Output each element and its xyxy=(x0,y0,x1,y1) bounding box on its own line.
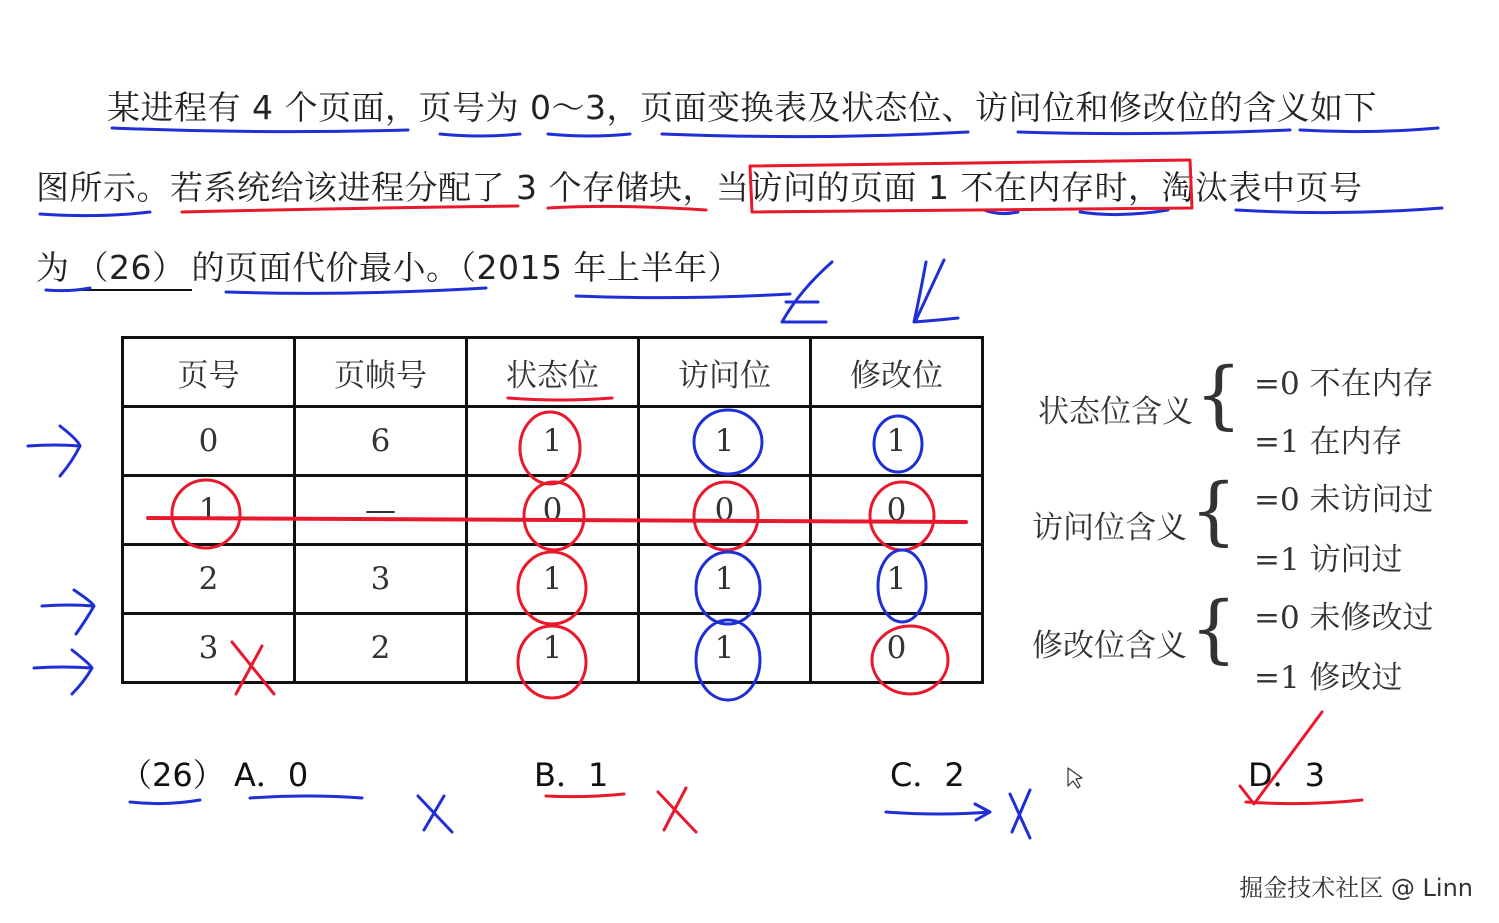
table-cell: 1 xyxy=(811,545,983,614)
table-row xyxy=(123,545,983,614)
header-access-bit: 访问位 xyxy=(639,338,811,407)
table-cell: 1 xyxy=(811,407,983,476)
brace-icon: { xyxy=(1195,352,1243,438)
brace-icon: { xyxy=(1190,586,1238,672)
legend-status-0: =0 不在内存 xyxy=(1254,366,1434,402)
legend-access-0: =0 未访问过 xyxy=(1254,482,1434,518)
cursor-icon xyxy=(1068,768,1082,788)
table-cell: 0 xyxy=(811,614,983,683)
blue-check-marks xyxy=(782,260,958,322)
option-b[interactable]: B．1 xyxy=(534,756,609,794)
table-row xyxy=(123,407,983,476)
table-cell: 0 xyxy=(639,476,811,545)
table-cell: 0 xyxy=(123,407,295,476)
legend-modify-title: 修改位含义 xyxy=(1032,628,1187,664)
table-cell: 1 xyxy=(639,407,811,476)
question-line-1: 某进程有 4 个页面，页号为 0～3，页面变换表及状态位、访问位和修改位的含义如下 xyxy=(107,88,1377,127)
table-row xyxy=(123,476,983,545)
question-line-2: 图所示。若系统给该进程分配了 3 个存储块，当访问的页面 1 不在内存时，淘汰表中页号 xyxy=(36,168,1363,207)
brace-icon: { xyxy=(1190,468,1238,554)
legend-status-title: 状态位含义 xyxy=(1038,394,1193,430)
option-a[interactable]: A．0 xyxy=(234,756,309,794)
option-c[interactable]: C．2 xyxy=(890,756,965,794)
legend-access-1: =1 访问过 xyxy=(1254,542,1403,578)
page-table xyxy=(121,336,984,684)
table-cell: 1 xyxy=(123,476,295,545)
table-cell: 1 xyxy=(467,545,639,614)
legend-modify-0: =0 未修改过 xyxy=(1254,600,1434,636)
table-cell: 2 xyxy=(123,545,295,614)
option-d[interactable]: D．3 xyxy=(1248,756,1326,794)
table-cell: 3 xyxy=(295,545,467,614)
table-cell: 1 xyxy=(467,407,639,476)
table-cell: 1 xyxy=(639,545,811,614)
header-status-bit: 状态位 xyxy=(467,338,639,407)
table-header-row xyxy=(123,338,983,407)
header-modify-bit: 修改位 xyxy=(811,338,983,407)
table-cell: 1 xyxy=(467,614,639,683)
table-cell: 0 xyxy=(811,476,983,545)
table-cell: — xyxy=(295,476,467,545)
watermark: 掘金技术社区 @ Linn xyxy=(1239,874,1473,902)
question-number: （26） xyxy=(120,756,225,794)
question-line-3 xyxy=(36,242,741,291)
legend-status-1: =1 在内存 xyxy=(1254,424,1403,460)
legend-modify-1: =1 修改过 xyxy=(1254,660,1403,696)
cross-icon xyxy=(418,790,1030,838)
table-cell: 0 xyxy=(467,476,639,545)
table-row xyxy=(123,614,983,683)
question-suffix: 的页面代价最小。（2015 年上半年） xyxy=(191,248,741,287)
header-page-number: 页号 xyxy=(123,338,295,407)
arrow-icon xyxy=(28,426,94,694)
question-prefix: 为 xyxy=(36,248,70,287)
legend-access-title: 访问位含义 xyxy=(1032,510,1187,546)
table-cell: 2 xyxy=(295,614,467,683)
table-cell: 6 xyxy=(295,407,467,476)
table-cell: 3 xyxy=(123,614,295,683)
header-frame-number: 页帧号 xyxy=(295,338,467,407)
answer-blank: （26） xyxy=(70,242,192,291)
table-cell: 1 xyxy=(639,614,811,683)
